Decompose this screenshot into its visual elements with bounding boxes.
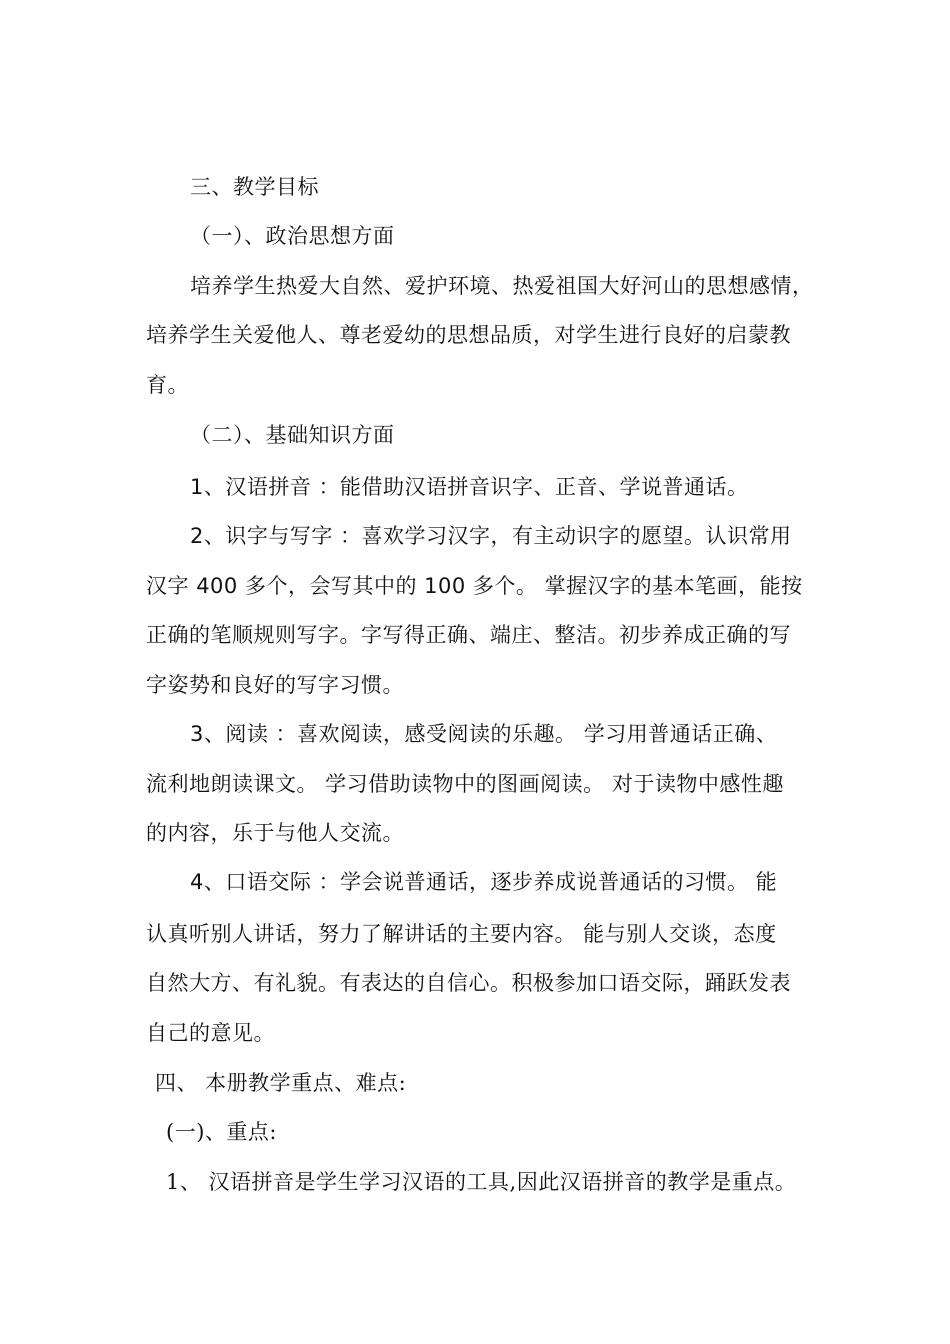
item-text: 、阅读 ：喜欢阅读，感受阅读的乐趣。 学习用普通话正确、 — [203, 722, 778, 746]
section-3-heading: 三、教学目标 — [190, 175, 319, 199]
key-point-item-1: 1、 汉语拼音是学生学习汉语的工具,因此汉语拼音的教学是重点。 — [166, 1170, 797, 1194]
item-literacy-line-2 — [146, 571, 803, 601]
item-oral-line-4: 自己的意见。 — [146, 1021, 275, 1045]
item-pinyin — [190, 472, 749, 502]
count-100: 100 — [424, 574, 466, 598]
item-oral-line-2: 认真听别人讲话，努力了解讲话的主要内容。 能与别人交谈，态度 — [146, 922, 777, 946]
item-literacy-line-1 — [190, 521, 792, 551]
subsection-key-points-heading: (一)、重点: — [166, 1120, 277, 1144]
item-number: 4 — [190, 870, 204, 894]
subsection-political-heading: （一）、政治思想方面 — [190, 224, 395, 248]
political-paragraph-line-3: 育。 — [146, 373, 189, 397]
item-text: 、汉语拼音 ：能借助汉语拼音识字、正音、学说普通话。 — [203, 475, 749, 499]
item-number: 1 — [190, 475, 204, 499]
item-reading-line-1 — [190, 719, 777, 749]
political-paragraph-line-2: 培养学生关爱他人、尊老爱幼的思想品质，对学生进行良好的启蒙教 — [146, 323, 791, 347]
political-paragraph-line-1: 培养学生热爱大自然、爱护环境、热爱祖国大好河山的思想感情， — [190, 274, 814, 298]
section-4-heading: 四、 本册教学重点、难点: — [155, 1071, 407, 1095]
item-oral-line-1 — [190, 867, 777, 897]
item-reading-line-2: 流利地朗读课文。 学习借助读物中的图画阅读。 对于读物中感性趣 — [146, 772, 784, 796]
item-number: 3 — [190, 722, 204, 746]
item-literacy-line-4: 字姿势和良好的写字习惯。 — [146, 673, 404, 697]
text-fragment: 汉字 — [146, 574, 197, 598]
item-literacy-line-3: 正确的笔顺规则写字。字写得正确、端庄、整洁。初步养成正确的写 — [146, 623, 791, 647]
item-number: 2 — [190, 524, 204, 548]
text-fragment: 多个。 掌握汉字的基本笔画，能按 — [465, 574, 803, 598]
item-text: 、口语交际 ：学会说普通话，逐步养成说普通话的习惯。 能 — [203, 870, 778, 894]
text-fragment: 多个，会写其中的 — [237, 574, 425, 598]
item-oral-line-3: 自然大方、有礼貌。有表达的自信心。积极参加口语交际，踊跃发表 — [146, 971, 791, 995]
subsection-basic-knowledge-heading: （二）、基础知识方面 — [190, 423, 395, 447]
count-400: 400 — [196, 574, 238, 598]
item-text: 、识字与写字 ：喜欢学习汉字，有主动识字的愿望。认识常用 — [203, 524, 792, 548]
item-reading-line-3: 的内容，乐于与他人交流。 — [146, 821, 404, 845]
